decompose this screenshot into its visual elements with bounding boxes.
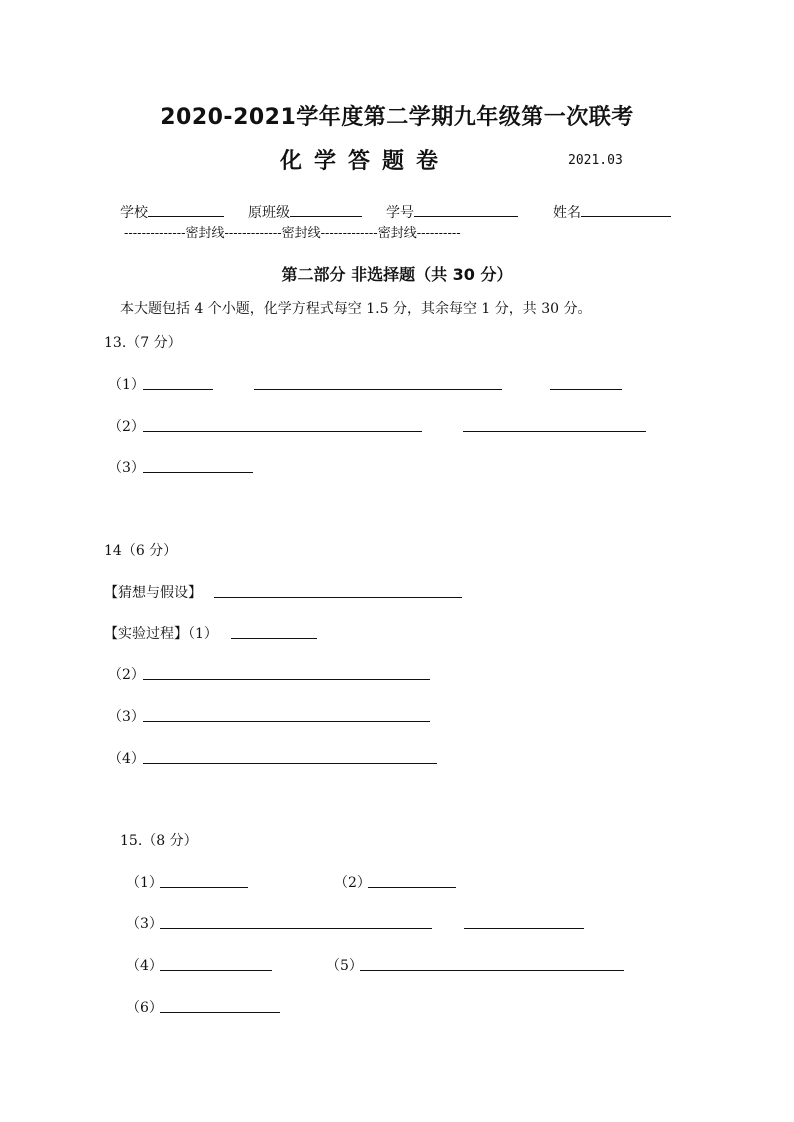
class-label: 原班级: [248, 205, 290, 221]
q14-part4-blank[interactable]: [143, 763, 437, 764]
name-label: 姓名: [553, 205, 581, 221]
q13-part3-blank[interactable]: [143, 472, 253, 473]
q14-hypothesis-blank[interactable]: [214, 597, 462, 598]
q13-label: 13.（7 分）: [104, 335, 182, 351]
q14-part2-label: （2）: [108, 667, 145, 683]
q15-part4-label: （4）: [126, 958, 163, 974]
q15-part1-blank[interactable]: [160, 887, 248, 888]
school-field[interactable]: [120, 202, 224, 222]
q13-part1-blank-c[interactable]: [550, 389, 622, 390]
page-title: 2020-2021学年度第二学期九年级第一次联考: [160, 105, 634, 130]
seal-line: --------------密封线-------------密封线-------------密封线----------: [124, 226, 461, 241]
q14-process-label: 【实验过程】（1）: [104, 626, 218, 642]
name-blank[interactable]: [581, 202, 671, 217]
q14-hypothesis-label: 【猜想与假设】: [104, 585, 202, 601]
q14-part3-blank[interactable]: [143, 721, 430, 722]
class-blank[interactable]: [290, 202, 362, 217]
student-id-blank[interactable]: [414, 202, 518, 217]
q15-part6-label: （6）: [126, 1000, 163, 1016]
q15-part5-label: （5）: [326, 958, 363, 974]
q14-label: 14（6 分）: [104, 543, 178, 559]
q15-part3-blank-a[interactable]: [160, 928, 432, 929]
q15-part3-label: （3）: [126, 916, 163, 932]
q15-part1-label: （1）: [126, 875, 163, 891]
q13-part2-blank-a[interactable]: [143, 431, 422, 432]
q15-part3-blank-b[interactable]: [464, 928, 584, 929]
q15-part2-label: （2）: [334, 875, 371, 891]
q13-part1-blank-b[interactable]: [254, 389, 502, 390]
q15-part2-blank[interactable]: [368, 887, 456, 888]
q15-label: 15.（8 分）: [120, 833, 198, 849]
name-field[interactable]: [553, 202, 671, 222]
school-label: 学校: [120, 205, 148, 221]
q14-part4-label: （4）: [108, 751, 145, 767]
school-blank[interactable]: [148, 202, 224, 217]
q14-part1-blank[interactable]: [231, 638, 317, 639]
q14-part2-blank[interactable]: [143, 679, 430, 680]
q13-part3-label: （3）: [108, 460, 145, 476]
q13-part1-label: （1）: [108, 377, 145, 393]
q15-part5-blank[interactable]: [360, 970, 624, 971]
exam-date: 2021.03: [568, 153, 623, 168]
q15-part6-blank[interactable]: [160, 1012, 280, 1013]
student-id-label: 学号: [386, 205, 414, 221]
q13-part1-blank-a[interactable]: [143, 389, 213, 390]
q13-part2-label: （2）: [108, 419, 145, 435]
q15-part4-blank[interactable]: [160, 970, 272, 971]
section-intro: 本大题包括 4 个小题，化学方程式每空 1.5 分，其余每空 1 分，共 30 分。: [120, 301, 592, 317]
q14-part3-label: （3）: [108, 709, 145, 725]
q13-part2-blank-b[interactable]: [463, 431, 646, 432]
page-subtitle: 化学答题卷: [280, 149, 451, 174]
section-title: 第二部分 非选择题（共 30 分）: [281, 265, 513, 284]
class-field[interactable]: [248, 202, 362, 222]
student-id-field[interactable]: [386, 202, 518, 222]
